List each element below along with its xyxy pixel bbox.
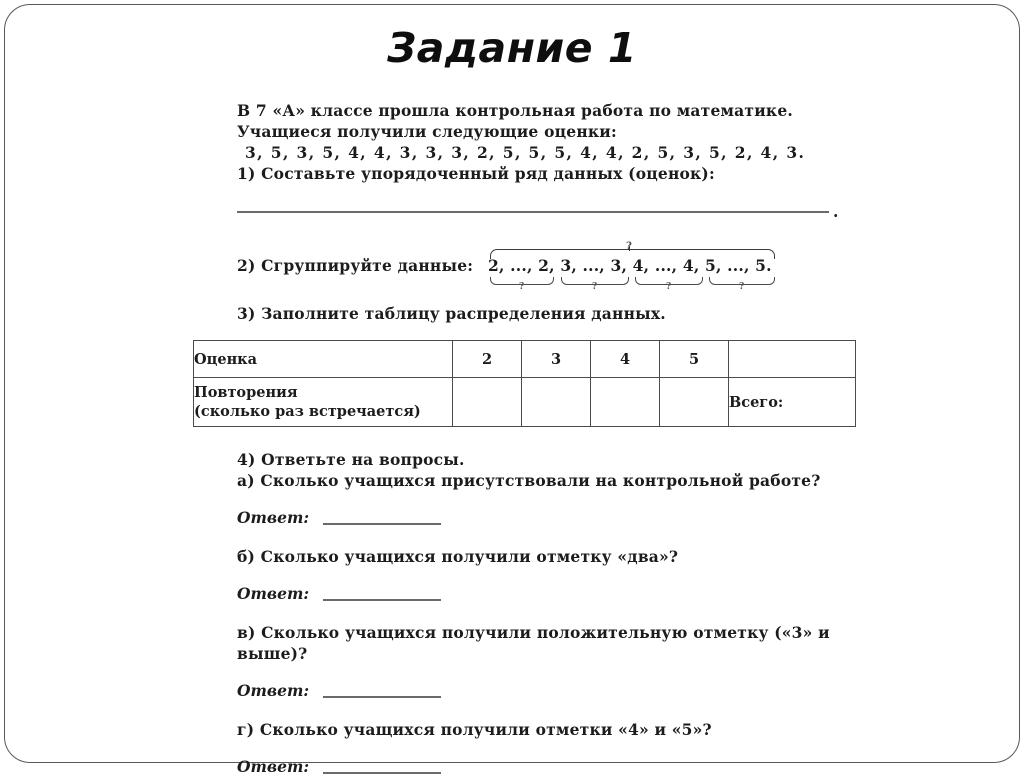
cell-grade-label: Оценка <box>194 341 453 378</box>
cell-grade-4: 4 <box>591 341 660 378</box>
question-d-text: г) Сколько учащихся получили отметки «4» и «5»? <box>237 720 712 739</box>
task-1-end-punctuation: . <box>833 202 839 221</box>
task-1-answer-area[interactable] <box>237 197 841 223</box>
brace-bottom-marker-4: ? <box>739 282 745 292</box>
marks-list: 3, 5, 3, 5, 4, 4, 3, 3, 3, 2, 5, 5, 5, 4, 4, 2, 5, 3, 5, 2, 4, 3. <box>245 143 806 162</box>
cell-count-label-line2: (сколько раз встречается) <box>194 403 421 420</box>
cell-count-4[interactable] <box>591 378 660 427</box>
cell-grade-5: 5 <box>660 341 729 378</box>
page-title: Задание 1 <box>387 24 637 72</box>
question-a-answer-blank[interactable] <box>323 522 441 525</box>
question-b-text: б) Сколько учащихся получили отметку «два»? <box>237 547 679 566</box>
question-a-text: а) Сколько учащихся присутствовали на контрольной работе? <box>237 471 821 490</box>
question-b-answer-label: Ответ: <box>237 584 310 603</box>
distribution-table <box>193 340 856 427</box>
table-row-counts <box>194 378 856 427</box>
cell-total-label: Всего: <box>729 378 856 427</box>
brace-top-marker: ? <box>626 241 632 252</box>
cell-grade-3: 3 <box>522 341 591 378</box>
worksheet-body <box>193 100 841 776</box>
brace-bottom-marker-1: ? <box>519 282 525 292</box>
task-2-block <box>237 241 841 292</box>
question-c-text: в) Сколько учащихся получили положительную отметку («3» и выше)? <box>237 623 830 663</box>
question-b-answer-blank[interactable] <box>323 598 441 601</box>
question-d-answer-row[interactable] <box>237 754 841 776</box>
cell-count-5[interactable] <box>660 378 729 427</box>
cell-count-label-line1: Повторения <box>194 384 298 401</box>
questions-block <box>237 449 841 776</box>
question-d-answer-blank[interactable] <box>323 771 441 774</box>
question-c-answer-row[interactable] <box>237 678 841 700</box>
cell-count-2[interactable] <box>453 378 522 427</box>
brace-bottom-marker-2: ? <box>592 282 598 292</box>
intro-paragraph <box>237 100 841 142</box>
question-c-answer-label: Ответ: <box>237 681 310 700</box>
task-1-text: 1) Составьте упорядоченный ряд данных (оценок): <box>237 164 715 183</box>
task-2-sequence: 2, ..., 2, 3, ..., 3, 4, ..., 4, 5, ..., 5. <box>488 256 772 275</box>
cell-count-label <box>194 378 453 427</box>
brace-bottom-marker-3: ? <box>666 282 672 292</box>
question-a-answer-row[interactable] <box>237 505 841 527</box>
intro-line-2: Учащиеся получили следующие оценки: <box>237 122 617 141</box>
task-3-text: 3) Заполните таблицу распределения данных. <box>237 304 666 323</box>
cell-grade-2: 2 <box>453 341 522 378</box>
task-4-text: 4) Ответьте на вопросы. <box>237 450 465 469</box>
task-2-label: 2) Сгруппируйте данные: <box>237 256 474 275</box>
distribution-table-wrapper <box>193 340 841 427</box>
question-d-answer-label: Ответ: <box>237 757 310 776</box>
cell-grade-extra <box>729 341 856 378</box>
table-row-grades <box>194 341 856 378</box>
question-a-answer-label: Ответ: <box>237 508 310 527</box>
intro-line-1: В 7 «А» классе прошла контрольная работа по математике. <box>237 101 793 120</box>
question-b-answer-row[interactable] <box>237 581 841 603</box>
question-c-answer-blank[interactable] <box>323 695 441 698</box>
task-1-answer-line[interactable] <box>237 211 829 213</box>
cell-count-3[interactable] <box>522 378 591 427</box>
